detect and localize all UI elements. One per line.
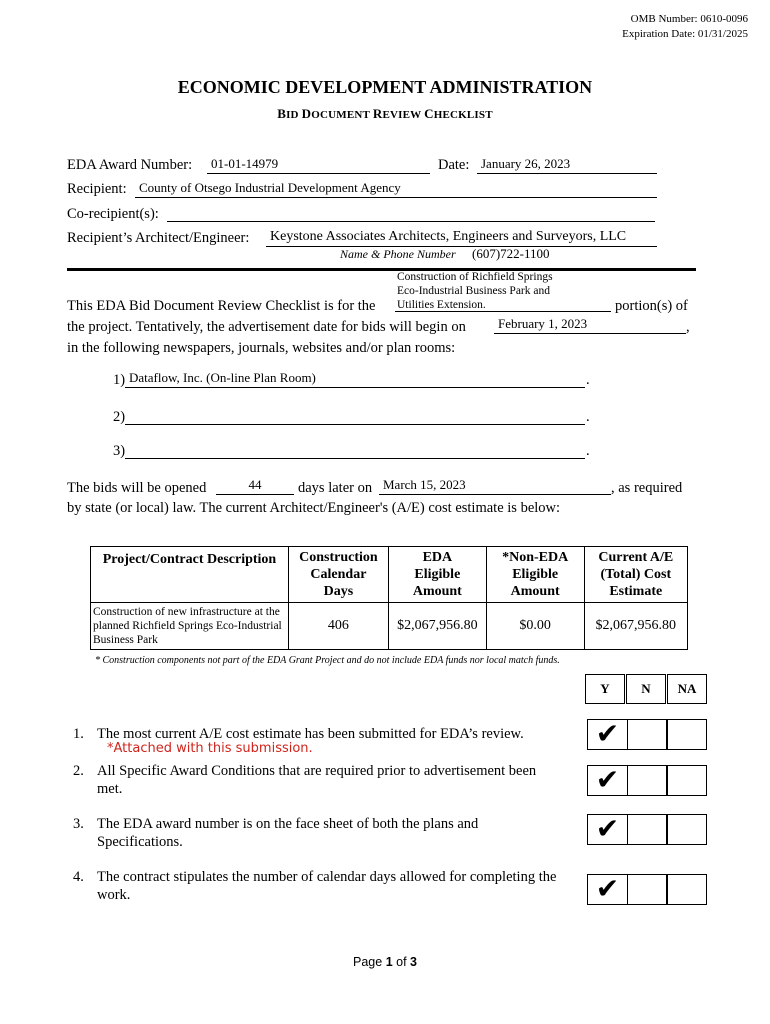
expiration-date: Expiration Date: 01/31/2025 bbox=[622, 28, 748, 40]
cell-non-eda: $0.00 bbox=[486, 603, 584, 650]
page-number: Page 1 of 3 bbox=[353, 955, 417, 969]
bid-open-date-value: March 15, 2023 bbox=[383, 477, 466, 492]
checklist-item-2-text: All Specific Award Conditions that are required prior to advertisement been met. bbox=[97, 763, 537, 797]
bids-line2: by state (or local) law. The current Architect/Engineer's (A/E) cost estimate is below: bbox=[67, 500, 561, 516]
checklist-item-1-note: *Attached with this submission. bbox=[107, 741, 313, 756]
recipient-label: Recipient: bbox=[67, 181, 127, 197]
publication-2-field[interactable] bbox=[125, 407, 585, 425]
yn-header-n: N bbox=[626, 674, 666, 704]
col-header-total: Current A/E (Total) Cost Estimate bbox=[584, 547, 687, 603]
intro-line3: in the following newspapers, journals, websites and/or plan rooms: bbox=[67, 340, 456, 356]
table-row bbox=[91, 603, 688, 650]
checkbox-3-y[interactable]: ✔ bbox=[587, 814, 628, 845]
col-header-days: Construction Calendar Days bbox=[288, 547, 388, 603]
architect-value: Keystone Associates Architects, Engineers and Surveyors, LLC bbox=[270, 229, 627, 244]
intro-line2-before: the project. Tentatively, the advertisement date for bids will begin on bbox=[67, 319, 466, 335]
bids-after: , as required bbox=[611, 480, 683, 496]
publication-3-period: . bbox=[586, 443, 590, 459]
architect-field[interactable] bbox=[266, 229, 657, 247]
cell-description: Construction of new infrastructure at the planned Richfield Springs Eco-Industrial Business Park bbox=[91, 603, 289, 650]
checkbox-3-na[interactable] bbox=[666, 814, 707, 845]
divider bbox=[67, 268, 696, 271]
checklist-item-3-num: 3. bbox=[73, 816, 84, 832]
checkbox-2-n[interactable] bbox=[627, 765, 668, 796]
award-number-field[interactable] bbox=[207, 156, 430, 174]
phone-value: (607)722-1100 bbox=[472, 246, 550, 261]
publication-2-num: 2) bbox=[113, 409, 126, 425]
publication-3-field[interactable] bbox=[125, 441, 585, 459]
cell-eda: $2,067,956.80 bbox=[388, 603, 486, 650]
checkbox-4-na[interactable] bbox=[666, 874, 707, 905]
cell-total: $2,067,956.80 bbox=[584, 603, 687, 650]
checkbox-2-na[interactable] bbox=[666, 765, 707, 796]
intro-line1-before: This EDA Bid Document Review Checklist is for the bbox=[67, 298, 376, 314]
publication-3-num: 3) bbox=[113, 443, 126, 459]
date-field[interactable] bbox=[477, 156, 657, 174]
table-footnote: * Construction components not part of the EDA Grant Project and do not include EDA funds nor local match funds. bbox=[95, 655, 560, 666]
checkbox-4-n[interactable] bbox=[627, 874, 668, 905]
corecipient-field[interactable] bbox=[167, 204, 655, 222]
award-number-value: 01-01-14979 bbox=[211, 156, 279, 171]
col-header-description: Project/Contract Description bbox=[91, 547, 289, 603]
checklist-item-4-text: The contract stipulates the number of calendar days allowed for completing the work. bbox=[97, 869, 557, 903]
checklist-item-1-answers bbox=[587, 719, 707, 750]
publication-1-field[interactable] bbox=[125, 370, 585, 388]
bids-before: The bids will be opened bbox=[67, 480, 207, 496]
date-value: January 26, 2023 bbox=[481, 156, 571, 171]
checkbox-1-y[interactable]: ✔ bbox=[587, 719, 628, 750]
checklist-item-1-num: 1. bbox=[73, 726, 84, 742]
date-label: Date: bbox=[438, 157, 470, 173]
table-header-row bbox=[91, 547, 688, 603]
checklist-item-4-answers bbox=[587, 874, 707, 905]
bid-days-value: 44 bbox=[248, 477, 262, 492]
cost-estimate-table bbox=[90, 546, 688, 650]
ad-date-field[interactable] bbox=[494, 316, 686, 334]
page-title: ECONOMIC DEVELOPMENT ADMINISTRATION bbox=[177, 77, 593, 97]
recipient-value: County of Otsego Industrial Development Agency bbox=[139, 180, 401, 195]
checkbox-2-y[interactable]: ✔ bbox=[587, 765, 628, 796]
yn-header-na: NA bbox=[667, 674, 707, 704]
yn-header bbox=[585, 674, 707, 704]
award-number-label: EDA Award Number: bbox=[67, 157, 193, 173]
portion-field[interactable] bbox=[395, 311, 611, 312]
architect-label: Recipient’s Architect/Engineer: bbox=[67, 230, 250, 246]
bid-days-field[interactable] bbox=[216, 477, 294, 495]
checkbox-4-y[interactable]: ✔ bbox=[587, 874, 628, 905]
recipient-field[interactable] bbox=[135, 180, 657, 198]
checkbox-3-n[interactable] bbox=[627, 814, 668, 845]
publication-2-period: . bbox=[586, 409, 590, 425]
checklist-item-3-answers bbox=[587, 814, 707, 845]
name-phone-label: Name & Phone Number bbox=[340, 247, 456, 261]
col-header-eda: EDA Eligible Amount bbox=[388, 547, 486, 603]
intro-line2-after: , bbox=[686, 319, 690, 335]
omb-number: OMB Number: 0610-0096 bbox=[630, 13, 748, 25]
publication-1-value: Dataflow, Inc. (On-line Plan Room) bbox=[129, 370, 316, 385]
ad-date-value: February 1, 2023 bbox=[498, 316, 588, 331]
portion-value: Construction of Richfield Springs Eco-Industrial Business Park and Utilities Extension. bbox=[397, 271, 553, 311]
checklist-item-1-text: The most current A/E cost estimate has been submitted for EDA’s review. bbox=[97, 726, 524, 742]
checklist-item-3-text: The EDA award number is on the face sheet of both the plans and Specifications. bbox=[97, 816, 479, 850]
checkbox-1-na[interactable] bbox=[666, 719, 707, 750]
col-header-non-eda: *Non-EDA Eligible Amount bbox=[486, 547, 584, 603]
bid-open-date-field[interactable] bbox=[379, 477, 611, 495]
yn-header-y: Y bbox=[585, 674, 625, 704]
page-subtitle: BID DOCUMENT REVIEW CHECKLIST bbox=[277, 106, 493, 121]
bids-middle: days later on bbox=[298, 480, 373, 496]
cell-days: 406 bbox=[288, 603, 388, 650]
publication-1-period: . bbox=[586, 372, 590, 388]
intro-line1-after: portion(s) of bbox=[615, 298, 688, 314]
checklist-item-2-num: 2. bbox=[73, 763, 84, 779]
corecipient-label: Co-recipient(s): bbox=[67, 206, 159, 222]
checkbox-1-n[interactable] bbox=[627, 719, 668, 750]
checklist-item-4-num: 4. bbox=[73, 869, 84, 885]
publication-1-num: 1) bbox=[113, 372, 126, 388]
checklist-item-2-answers bbox=[587, 765, 707, 796]
